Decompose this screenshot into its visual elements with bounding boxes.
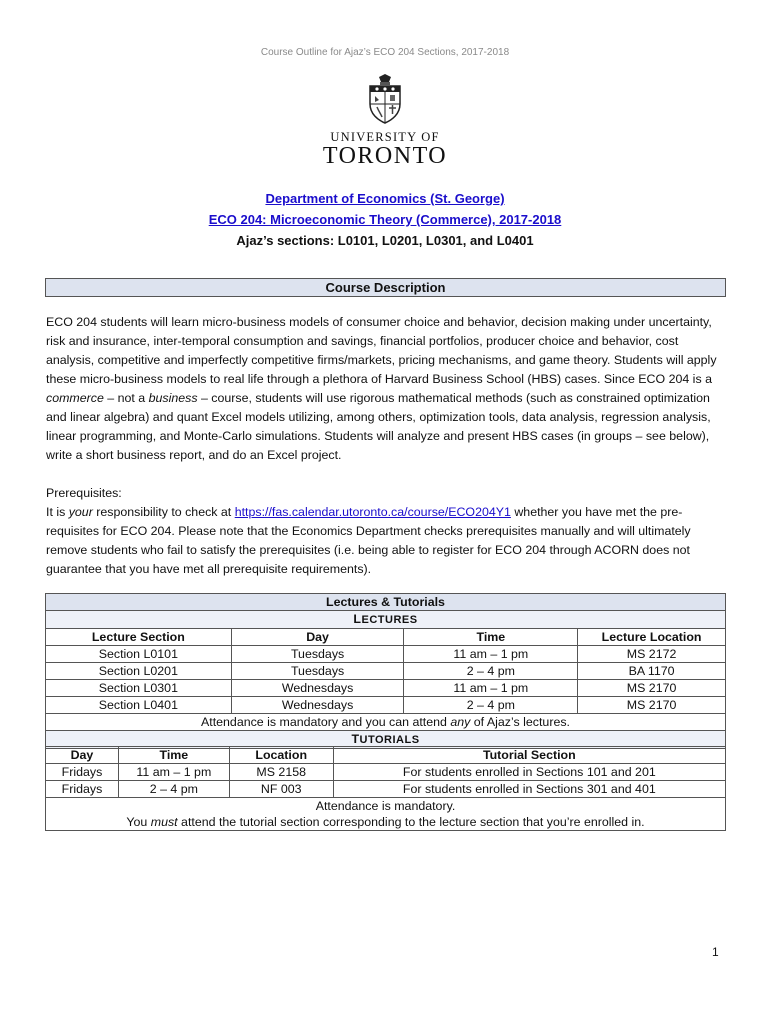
lecture-attendance-note: Attendance is mandatory and you can attend any of Ajaz’s lectures. bbox=[46, 714, 726, 731]
department-link[interactable]: Department of Economics (St. George) bbox=[265, 191, 505, 206]
course-description-body bbox=[46, 313, 726, 579]
description-paragraph: ECO 204 students will learn micro-business models of consumer choice and behavior, decision making under uncertainty, risk and insurance, inter-temporal consumption and savings, financial portfolios, producer choice and behavior, cost analysis, competitive and imperfectly competitive firms/markets, pricing mechanisms, and game theory. Students will apply these micro-business models to real life through a plethora of Harvard Business School (HBS) cases. Since ECO 204 is a commerce – not a business – course, students will use rigorous mathematical methods (such as constrained optimization and linear algebra) and quant Excel models utilizing, among others, optimization tools, data analysis, regression analysis, linear programming, and Monte-Carlo simulations. Students will analyze and present HBS cases (in groups – see below), write a short business report, and do an Excel project. bbox=[46, 315, 717, 462]
running-header: Course Outline for Ajaz’s ECO 204 Sections, 2017-2018 bbox=[260, 47, 510, 58]
table-row: Fridays 2 – 4 pm NF 003 For students enrolled in Sections 301 and 401 bbox=[46, 781, 726, 798]
col-tutorial-time: Time bbox=[118, 747, 229, 764]
table-row: Section L0201 Tuesdays 2 – 4 pm BA 1170 bbox=[46, 663, 726, 680]
table-row: Section L0301 Wednesdays 11 am – 1 pm MS 2170 bbox=[46, 680, 726, 697]
table-row: Section L0401 Wednesdays 2 – 4 pm MS 2170 bbox=[46, 697, 726, 714]
calendar-link[interactable]: https://fas.calendar.utoronto.ca/course/ECO204Y1 bbox=[234, 505, 511, 519]
sections-line: Ajaz’s sections: L0101, L0201, L0301, and L0401 bbox=[236, 233, 534, 248]
schedule-heading: Lectures & Tutorials bbox=[46, 594, 726, 611]
tutorials-table bbox=[45, 746, 726, 831]
course-description-heading: Course Description bbox=[45, 278, 726, 297]
tutorial-attendance-note: Attendance is mandatory. bbox=[46, 798, 726, 815]
course-title-link[interactable]: ECO 204: Microeconomic Theory (Commerce), 2017-2018 bbox=[208, 212, 562, 227]
logo-university-of: UNIVERSITY OF bbox=[330, 130, 440, 144]
prerequisites-label: Prerequisites: bbox=[46, 486, 122, 500]
lectures-heading: LECTURES bbox=[46, 611, 726, 629]
col-tutorial-day: Day bbox=[46, 747, 119, 764]
tutorials-heading: TUTORIALS bbox=[46, 731, 726, 749]
col-day: Day bbox=[231, 629, 404, 646]
page-number: 1 bbox=[712, 945, 719, 959]
col-tutorial-location: Location bbox=[229, 747, 333, 764]
coat-of-arms-icon bbox=[365, 74, 405, 124]
col-lecture-section: Lecture Section bbox=[46, 629, 232, 646]
table-row: Fridays 11 am – 1 pm MS 2158 For students enrolled in Sections 101 and 201 bbox=[46, 764, 726, 781]
university-logo bbox=[0, 74, 770, 170]
col-lecture-location: Lecture Location bbox=[578, 629, 726, 646]
document-title-block bbox=[0, 188, 770, 251]
prerequisites-paragraph: It is your responsibility to check at https://fas.calendar.utoronto.ca/course/ECO204Y1 whether you have met the pre-requisites for ECO 204. Please note that the Economics Department checks prerequisites manually and will ultimately remove students who fail to satisfy the prerequisites (i.e. being able to register for ECO 204 through ACORN does not guarantee that you have met all prerequisite requirements). bbox=[46, 505, 691, 576]
logo-toronto: TORONTO bbox=[322, 143, 448, 169]
table-row: Section L0101 Tuesdays 11 am – 1 pm MS 2172 bbox=[46, 646, 726, 663]
col-tutorial-section: Tutorial Section bbox=[333, 747, 725, 764]
col-time: Time bbox=[404, 629, 578, 646]
lectures-table bbox=[45, 593, 726, 749]
tutorial-section-note: You must attend the tutorial section corresponding to the lecture section that you’re enrolled in. bbox=[46, 814, 726, 831]
